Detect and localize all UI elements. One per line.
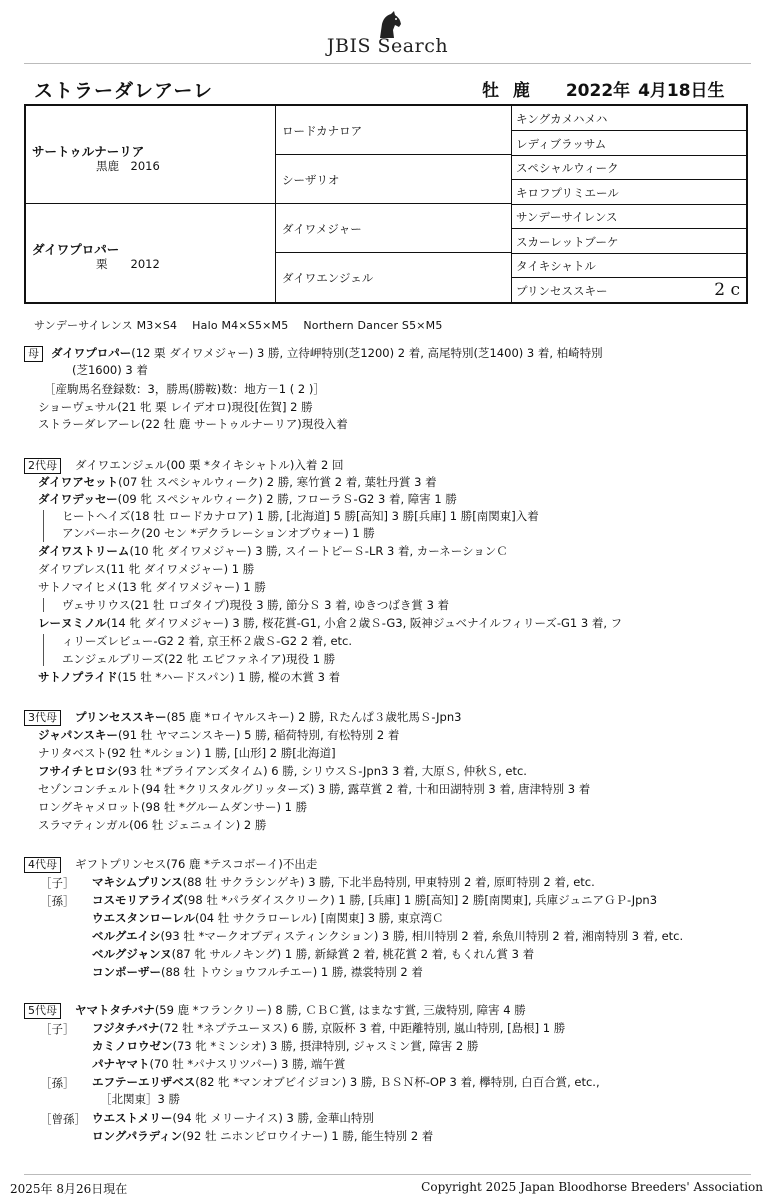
gen3-name[interactable]: キロフプリミエール [516, 186, 619, 200]
list-item[interactable]: ナリタベスト(92 牡 *ルション) 1 勝, [山形] 2 勝[北海道] [38, 746, 336, 760]
list-item-text: (88 牡 サクラシンゲキ) 3 勝, 下北半島特別, 甲東特別 2 着, 原町特別 2 着, etc. [182, 875, 595, 889]
pedigree-gen3 [512, 253, 746, 278]
section-tag: 母 [24, 346, 43, 362]
list-item-name[interactable]: マキシムプリンス [92, 875, 183, 889]
list-item-cont: ［北関東］3 勝 [100, 1092, 180, 1106]
list-item-text: (10 牝 ダイワメジャー) 3 勝, スイートピーＳ-LR 3 着, カーネーションＣ [129, 544, 508, 558]
site-logo[interactable] [0, 8, 775, 58]
tree-connector [43, 634, 44, 666]
list-item-text: (07 牡 スペシャルウィーク) 2 勝, 寒竹賞 2 着, 葉牡丹賞 3 着 [118, 475, 437, 489]
sire-name[interactable]: サートゥルナーリア [32, 144, 145, 159]
inbreeding-line: サンデーサイレンス M3×S4 Halo M4×S5×M5 Northern Dancer S5×M5 [34, 319, 443, 332]
pedigree-gen3 [512, 106, 746, 131]
sire-info: 黒鹿 2016 [96, 159, 160, 173]
relation-label: ［孫］ [40, 894, 75, 908]
section-tag: 5代母 [24, 1003, 61, 1019]
list-item[interactable]: アンバーホーク(20 セン *デクラレーションオブウォー) 1 勝 [62, 526, 375, 540]
list-item-name[interactable]: ウエスタンローレル [92, 911, 195, 925]
list-item-text: (93 牡 *マークオブディスティンクション) 3 勝, 相川特別 2 着, 糸魚川特別 2 着, 湘南特別 3 着, etc. [160, 929, 684, 943]
footer-date: 2025年 8月26日現在 [10, 1182, 128, 1196]
list-item-name[interactable]: サトノプライド [38, 670, 118, 684]
dam-name[interactable]: ダイワプロパー [32, 242, 120, 257]
list-item-text: (70 牡 *パナスリツパー) 3 勝, 端午賞 [149, 1057, 346, 1071]
gen5-head-text: (59 鹿 *フランクリー) 8 勝, ＣＢＣ賞, はまなす賞, 三歳特別, 障害 4 勝 [154, 1003, 526, 1017]
list-item-name[interactable]: ウエストメリー [92, 1111, 173, 1125]
pedigree-sire [26, 106, 276, 204]
dam-main-name[interactable]: ダイワプロパー [51, 346, 132, 360]
list-item-name[interactable]: コスモリアライズ [92, 893, 184, 907]
relation-label: ［孫］ [40, 1076, 75, 1090]
list-item-name[interactable]: エフテーエリザベス [92, 1075, 196, 1089]
pedigree-gen2 [276, 204, 512, 253]
list-item-text: (94 牝 メリーナイス) 3 勝, 金華山特別 [172, 1111, 374, 1125]
list-item-name[interactable]: コンポーザー [92, 965, 161, 979]
gen3-name[interactable]: スカーレットブーケ [516, 235, 619, 249]
list-item-name[interactable]: ロングパラディン [92, 1129, 183, 1143]
list-item-name[interactable]: パナヤマト [92, 1057, 150, 1071]
list-item[interactable]: ショーヴェサル(21 牝 栗 レイデオロ)現役[佐賀] 2 勝 [38, 400, 313, 414]
list-item[interactable]: ロングキャメロット(98 牡 *グルームダンサー) 1 勝 [38, 800, 308, 814]
list-item-name[interactable]: ダイワデッセー [38, 492, 118, 506]
list-item[interactable]: ストラーダレアーレ(22 牡 鹿 サートゥルナーリア)現役入着 [38, 417, 348, 431]
relation-label: ［子］ [40, 876, 75, 890]
gen3-name[interactable]: プリンセススキー [516, 284, 608, 298]
list-item[interactable]: ヴェサリウス(21 牡 ロゴタイプ)現役 3 勝, 節分Ｓ 3 着, ゆきつばき賞 3 着 [62, 598, 450, 612]
family-code: 2 c [714, 280, 740, 300]
dam-main-detail: (12 栗 ダイワメジャー) 3 勝, 立待岬特別(芝1200) 2 着, 高尾特別(芝1400) 3 着, 柏崎特別 [131, 346, 603, 360]
list-item-text: (93 牡 *ブライアンズタイム) 6 勝, シリウスＳ-Jpn3 3 着, 大原Ｓ, 仲秋Ｓ, etc. [117, 764, 527, 778]
list-item-name[interactable]: ダイワアセット [38, 475, 119, 489]
list-item-name[interactable]: ジャパンスキー [38, 728, 118, 742]
tree-connector [43, 598, 44, 612]
list-item-text: (98 牡 *パラダイスクリーク) 1 勝, [兵庫] 1 勝[高知] 2 勝[南関東], 兵庫ジュニアＧＰ-Jpn3 [183, 893, 658, 907]
list-item-text: (91 牡 ヤマニンスキー) 5 勝, 稲荷特別, 有松特別 2 着 [117, 728, 400, 742]
header-divider [24, 63, 751, 64]
list-item-name[interactable]: ベルグジャンヌ [92, 947, 172, 961]
list-item-text: (72 牡 *ネプテユーヌス) 6 勝, 京阪杯 3 着, 中距離特別, 嵐山特別, [島根] 1 勝 [159, 1021, 566, 1035]
list-item-name[interactable]: カミノロウゼン [92, 1039, 173, 1053]
relation-label: ［子］ [40, 1022, 75, 1036]
gen3-name[interactable]: キングカメハメハ [516, 112, 608, 126]
section-tag: 2代母 [24, 458, 61, 474]
gen3-name[interactable]: タイキシャトル [516, 259, 596, 273]
footer-copyright: Copyright 2025 Japan Bloodhorse Breeders' Association [421, 1180, 763, 1194]
list-item-text: (04 牡 サクラローレル) [南関東] 3 勝, 東京湾Ｃ [194, 911, 444, 925]
list-item-text: (87 牝 サルノキング) 1 勝, 新緑賞 2 着, 桃花賞 2 着, もくれん賞 3 着 [171, 947, 535, 961]
gen2-head[interactable]: ダイワエンジェル(00 栗 *タイキシャトル)入着 2 回 [75, 458, 344, 472]
gen2-name[interactable]: シーザリオ [282, 173, 340, 187]
logo-text: JBIS Search [326, 35, 449, 57]
section-tag: 4代母 [24, 857, 61, 873]
list-item-text: (09 牝 スペシャルウィーク) 2 勝, フローラＳ-G2 3 着, 障害 1 勝 [117, 492, 457, 506]
footer-divider [24, 1174, 751, 1175]
pedigree-gen3 [512, 229, 746, 254]
gen3-name[interactable]: レディブラッサム [516, 137, 607, 151]
dam-stats: ［産駒馬名登録数：3，勝馬(勝鞍)数：地方－1 ( 2 )］ [44, 382, 325, 396]
pedigree-gen3 [512, 204, 746, 229]
pedigree-dam [26, 204, 276, 302]
list-item[interactable]: サトノマイヒメ(13 牝 ダイワメジャー) 1 勝 [38, 580, 266, 594]
horse-title-row [34, 76, 751, 104]
pedigree-gen3 [512, 131, 746, 156]
horse-name: ストラーダレアーレ [34, 80, 214, 102]
list-item-text: (73 牝 *ミンシオ) 3 勝, 摂津特別, ジャスミン賞, 障害 2 勝 [172, 1039, 479, 1053]
pedigree-table [24, 104, 748, 304]
list-item[interactable]: セゾンコンチェルト(94 牡 *クリスタルグリッターズ) 3 勝, 露草賞 2 着, 十和田湖特別 3 着, 唐津特別 3 着 [38, 782, 591, 796]
gen2-name[interactable]: ダイワメジャー [282, 222, 362, 236]
list-item-name[interactable]: フジタチバナ [92, 1021, 160, 1035]
tree-connector [43, 510, 44, 542]
gen3-name[interactable]: サンデーサイレンス [516, 210, 618, 224]
gen5-head-name[interactable]: ヤマトタチバナ [75, 1003, 155, 1017]
list-item-name[interactable]: ダイワストリーム [38, 544, 130, 558]
list-item-text: (92 牡 ニホンピロウイナー) 1 勝, 能生特別 2 着 [182, 1129, 434, 1143]
list-item-text: (88 牡 トウショウフルチエー) 1 勝, 襟裳特別 2 着 [161, 965, 423, 979]
list-item-name[interactable]: ベルグエイシ [92, 929, 161, 943]
section-tag: 3代母 [24, 710, 61, 726]
gen4-head[interactable]: ギフトプリンセス(76 鹿 *テスコボーイ)不出走 [75, 857, 318, 871]
list-item-text: (15 牡 *ハードスパン) 1 勝, 樅の木賞 3 着 [117, 670, 341, 684]
dam-info: 栗 2012 [96, 257, 160, 271]
list-item-name[interactable]: フサイチヒロシ [38, 764, 118, 778]
pedigree-gen3 [512, 278, 746, 303]
list-item-cont: ィリーズレビュー-G2 2 着, 京王杯２歳Ｓ-G2 2 着, etc. [62, 634, 353, 648]
pedigree-gen2 [276, 253, 512, 302]
horse-sex: 牡 [482, 81, 499, 101]
gen3-head-text: (85 鹿 *ロイヤルスキー) 2 勝, Ｒたんぱ３歳牝馬Ｓ-Jpn3 [166, 710, 462, 724]
relation-label: ［曾孫］ [40, 1112, 86, 1126]
list-item-text: (14 牝 ダイワメジャー) 3 勝, 桜花賞-G1, 小倉２歳Ｓ-G3, 阪神ジュベナイルフィリーズ-G1 3 着, フ [106, 616, 623, 630]
list-item[interactable]: エンジェルブリーズ(22 牝 エピファネイア)現役 1 勝 [62, 652, 336, 666]
list-item[interactable]: ダイワブレス(11 牝 ダイワメジャー) 1 勝 [38, 562, 255, 576]
dam-main-detail-cont: (芝1600) 3 着 [72, 363, 148, 377]
pedigree-gen3 [512, 180, 746, 205]
gen3-head-name[interactable]: プリンセススキー [75, 710, 167, 724]
list-item[interactable]: ヒートヘイズ(18 牡 ロードカナロア) 1 勝, [北海道] 5 勝[高知] 3 勝[兵庫] 1 勝[南関東]入着 [62, 509, 539, 523]
gen2-name[interactable]: ロードカナロア [282, 124, 363, 138]
pedigree-gen3 [512, 155, 746, 180]
horse-info [482, 76, 731, 101]
list-item-name[interactable]: レーヌミノル [38, 616, 107, 630]
list-item-text: (82 牝 *マンオブビイジヨン) 3 勝, ＢＳＮ杯-OP 3 着, 欅特別, 白百合賞, etc., [195, 1075, 600, 1089]
pedigree-gen2 [276, 106, 512, 155]
gen2-name[interactable]: ダイワエンジェル [282, 271, 374, 285]
horse-birthdate: 2022年 4月18日生 [565, 81, 725, 101]
horse-color: 鹿 [512, 81, 530, 101]
pedigree-gen2 [276, 155, 512, 204]
list-item[interactable]: スラマティンガル(06 牡 ジェニュイン) 2 勝 [38, 818, 267, 832]
gen3-name[interactable]: スペシャルウィーク [516, 161, 619, 175]
